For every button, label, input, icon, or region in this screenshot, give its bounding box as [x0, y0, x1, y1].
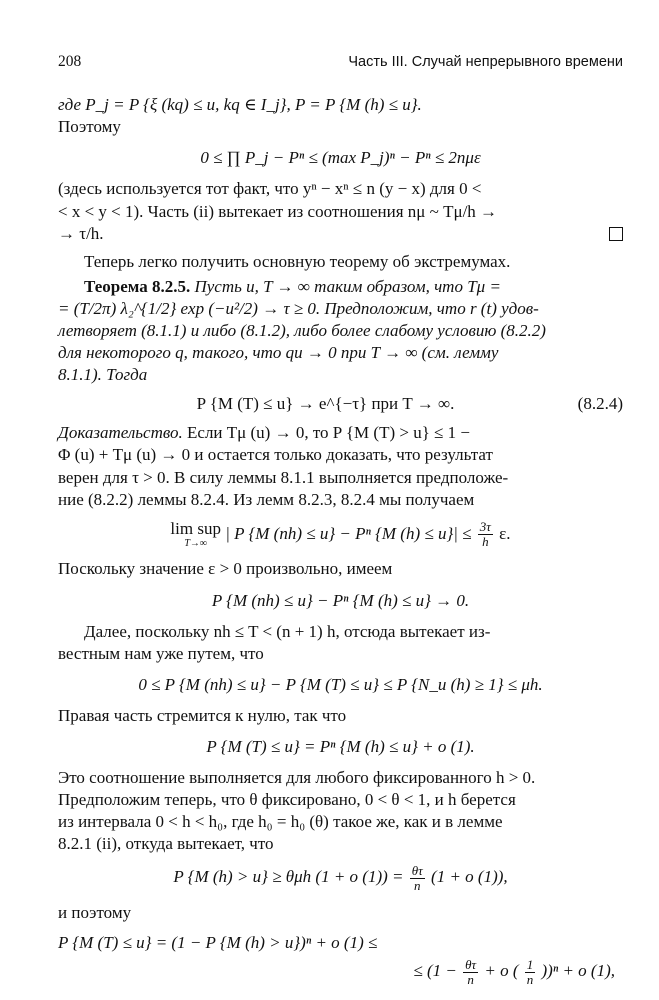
formula-text: P {M (T) ≤ u} = (1 − P {M (h) > u})ⁿ + o (1) ≤: [58, 932, 378, 952]
limsup-operator: [170, 520, 221, 550]
theorem-text: Пусть u, T → ∞ таким образом, что Tμ =: [190, 276, 501, 296]
text-line: → τ/h.: [58, 223, 104, 243]
text-line: Это соотношение выполняется для любого фиксированного h > 0.: [58, 768, 536, 788]
theorem-text: 8.1.1). Тогда: [58, 365, 148, 385]
fraction-denominator: n: [467, 971, 474, 987]
text-line: < x < y < 1). Часть (ii) вытекает из соотношения nμ ~ Tμ/h →: [58, 201, 498, 221]
fraction-denominator: n: [414, 878, 421, 894]
formula-text: | P {M (nh) ≤ u} − Pⁿ {M (h) ≤ u}| ≤: [225, 523, 472, 543]
limsup-text: lim sup: [170, 518, 221, 538]
formula-text: P {M (T) ≤ u} → e^{−τ} при T → ∞.: [196, 394, 455, 414]
formula-text: ≤ (1 −: [413, 960, 457, 980]
formula: [58, 674, 623, 696]
text-line: Φ (u) + Tμ (u) → 0 и остается только доказать, что результат: [58, 445, 493, 465]
formula: [58, 520, 623, 550]
fraction-denominator: h: [482, 534, 489, 550]
text-line: (здесь используется тот факт, что yⁿ − xⁿ ≤ n (y − x) для 0 <: [58, 179, 482, 199]
text-line: Правая часть стремится к нулю, так что: [58, 705, 347, 725]
text-line: Поэтому: [58, 117, 121, 137]
text-line: из интервала 0 < h < h₀, где h₀ = h₀ (θ) такое же, как и в лемме: [58, 812, 503, 832]
text-line: Далее, поскольку nh ≤ T < (n + 1) h, отсюда вытекает из-: [84, 621, 491, 641]
page-number: 208: [58, 53, 82, 70]
fraction: [410, 864, 425, 892]
formula-text: (1 + o (1)),: [431, 867, 508, 887]
qed-box-icon: [609, 227, 623, 241]
formula-text: + o (: [484, 960, 519, 980]
fraction: [478, 520, 493, 548]
formula: [58, 932, 623, 954]
text-line: вестным нам уже путем, что: [58, 643, 264, 663]
text-line: 8.2.1 (ii), откуда вытекает, что: [58, 834, 274, 854]
formula: [58, 147, 623, 169]
formula-text: 0 ≤ ∏ P_j − Pⁿ ≤ (max P_j)ⁿ − Pⁿ ≤ 2nμε: [200, 148, 481, 168]
proof-text: Если Tμ (u) → 0, то P {M (T) > u} ≤ 1 −: [182, 423, 471, 443]
theorem-label: Теорема 8.2.5.: [84, 276, 191, 296]
text-line: Теперь легко получить основную теорему об экстремумах.: [84, 251, 511, 271]
theorem-text: = (T/2π) λ₂^{1/2} exp (−u²/2) → τ ≥ 0. Предположим, что r (t) удов-: [58, 298, 539, 318]
proof-label: Доказательство.: [58, 423, 183, 443]
fraction-numerator: θτ: [411, 863, 423, 879]
formula: [58, 590, 623, 612]
text-line: Предположим теперь, что θ фиксировано, 0 < θ < 1, и h берется: [58, 790, 516, 810]
formula-text: P {M (T) ≤ u} = Pⁿ {M (h) ≤ u} + o (1).: [206, 736, 475, 756]
formula-text: P {M (nh) ≤ u} − Pⁿ {M (h) ≤ u} → 0.: [211, 590, 470, 610]
theorem-text: летворяет (8.1.1) и либо (8.1.2), либо более слабому условию (8.2.2): [58, 320, 546, 340]
formula: [58, 864, 623, 892]
fraction-numerator: 1: [526, 956, 534, 972]
proof-line: [58, 422, 623, 444]
limsup-subscript: T→∞: [184, 538, 208, 550]
fraction: [525, 958, 536, 986]
formula-text: 0 ≤ P {M (nh) ≤ u} − P {M (T) ≤ u} ≤ P {N_u (h) ≥ 1} ≤ μh.: [138, 674, 543, 694]
page-header: [58, 52, 623, 72]
text-line: верен для τ > 0. В силу леммы 8.1.1 выполняется предположе-: [58, 467, 509, 487]
formula: [58, 393, 623, 415]
formula-text: P {M (h) > u} ≥ θμh (1 + o (1)) =: [173, 867, 404, 887]
formula-text: ε.: [499, 523, 511, 543]
section-title: Часть III. Случай непрерывного времени: [348, 54, 623, 70]
fraction-denominator: n: [526, 971, 534, 987]
formula-text: ))ⁿ + o (1),: [541, 960, 615, 980]
fraction-numerator: 3τ: [479, 519, 491, 535]
theorem-text: для некоторого q, такого, что qu → 0 при T → ∞ (см. лемму: [58, 343, 499, 363]
fraction-numerator: θτ: [465, 956, 477, 972]
fraction: [463, 958, 478, 986]
text-line: ние (8.2.2) леммы 8.2.4. Из лемм 8.2.3, 8.2.4 мы получаем: [58, 489, 475, 509]
formula: [58, 736, 623, 758]
formula: [58, 958, 623, 986]
equation-number: (8.2.4): [577, 394, 623, 414]
text-line-qed: [58, 223, 623, 245]
text-line: Поскольку значение ε > 0 произвольно, имеем: [58, 559, 393, 579]
text-line: где P_j = P {ξ (kq) ≤ u, kq ∈ I_j}, P = P {M (h) ≤ u}.: [58, 95, 422, 115]
text-line: и поэтому: [58, 902, 132, 922]
theorem-line: [58, 276, 623, 298]
